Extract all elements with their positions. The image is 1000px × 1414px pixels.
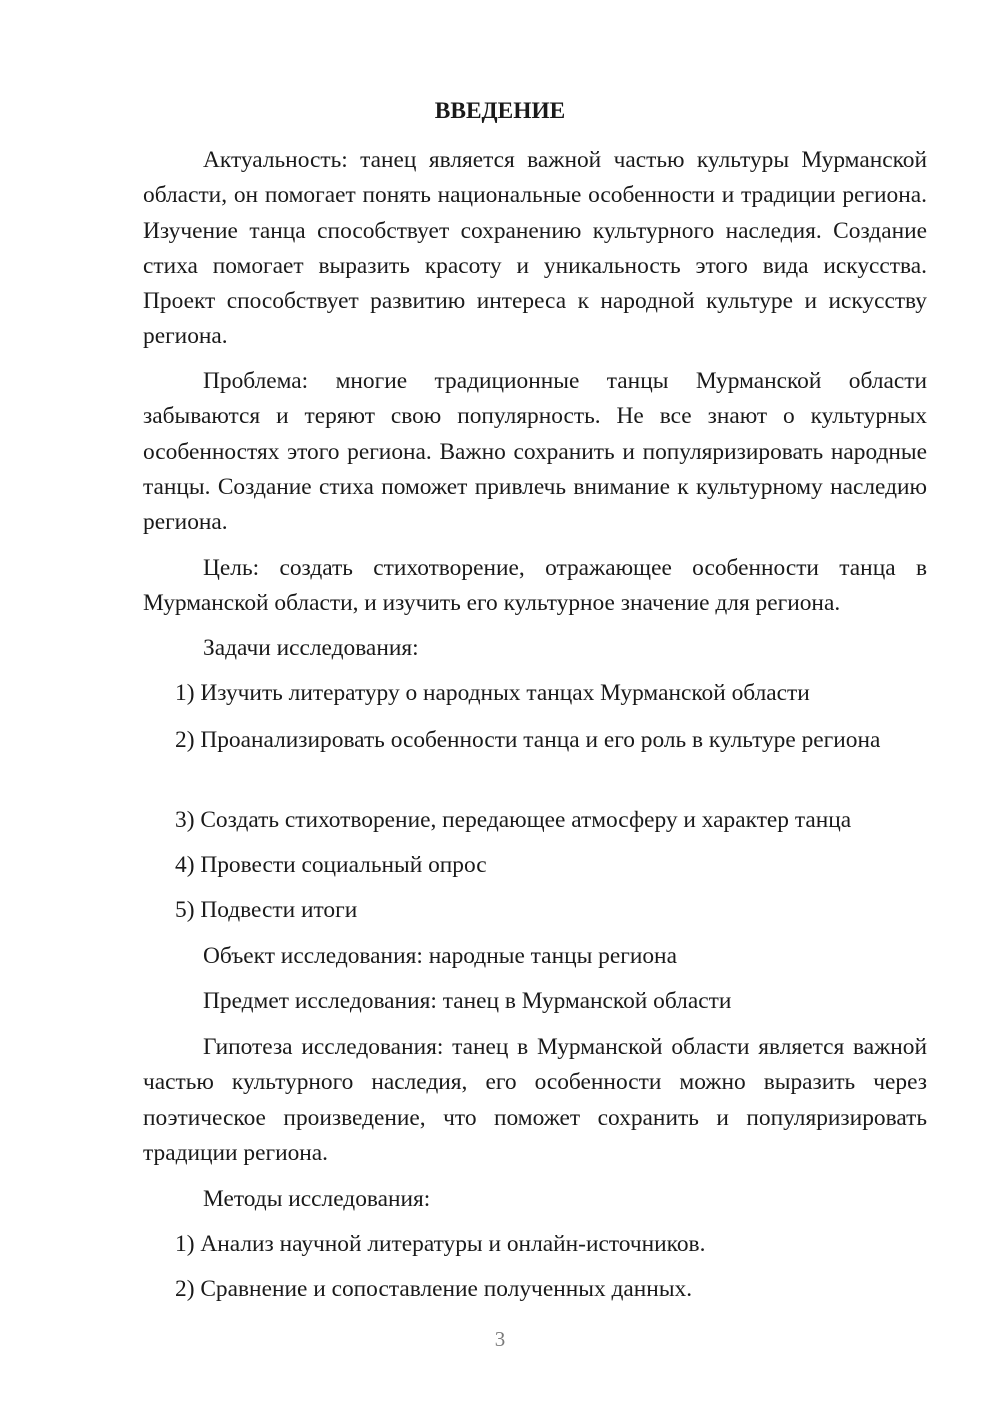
task-item-1: 1) Изучить литературу о народных танцах Мурманской области: [175, 680, 810, 706]
task-item-2: 2) Проанализировать особенности танца и его роль в культуре региона: [175, 727, 881, 753]
research-subject: Предмет исследования: танец в Мурманской области: [203, 988, 732, 1014]
task-item-4: 4) Провести социальный опрос: [175, 852, 487, 878]
page-title: ВВЕДЕНИЕ: [434, 98, 566, 124]
methods-heading: Методы исследования:: [203, 1186, 431, 1212]
task-item-3: 3) Создать стихотворение, передающее атмосферу и характер танца: [175, 807, 852, 833]
hypothesis-paragraph: Гипотеза исследования: танец в Мурманской области является важной частью культурного наследия, его особенности можно выразить через поэтическое произведение, что поможет сохранить и популяризировать традиции региона.: [143, 1034, 927, 1166]
tasks-heading: Задачи исследования:: [203, 635, 419, 661]
page-number: 3: [494, 1327, 506, 1351]
goal-paragraph: Цель: создать стихотворение, отражающее особенности танца в Мурманской области, и изучить его культурное значение для региона.: [143, 555, 927, 617]
problem-paragraph: Проблема: многие традиционные танцы Мурманской области забываются и теряют свою популярность. Не все знают о культурных особенностях этого региона. Важно сохранить и популяризировать народные танцы. Создание стиха поможет привлечь внимание к культурному наследию региона.: [143, 368, 927, 536]
task-item-5: 5) Подвести итоги: [175, 897, 358, 923]
method-item-2: 2) Сравнение и сопоставление полученных данных.: [175, 1276, 693, 1302]
research-object: Объект исследования: народные танцы региона: [203, 943, 677, 969]
relevance-paragraph: Актуальность: танец является важной частью культуры Мурманской области, он помогает понять национальные особенности и традиции региона. Изучение танца способствует сохранению культурного наследия. Создание стиха помогает выразить красоту и уникальность этого вида искусства. Проект способствует развитию интереса к народной культуре и искусству региона.: [143, 147, 927, 350]
method-item-1: 1) Анализ научной литературы и онлайн-источников.: [175, 1231, 706, 1257]
